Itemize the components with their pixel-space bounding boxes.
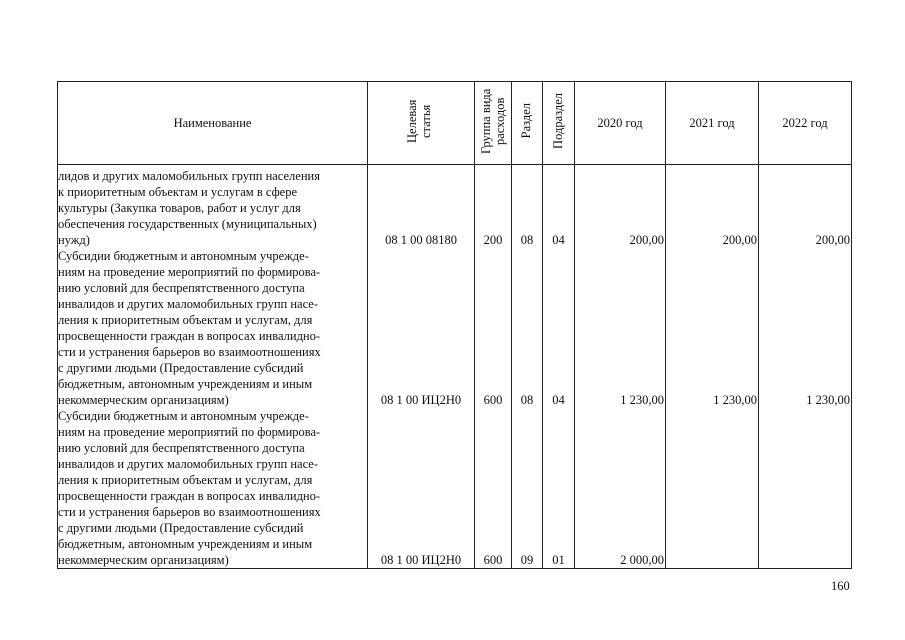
- group-value: 600: [483, 393, 503, 407]
- amount-2022-value: 200,00: [815, 233, 850, 247]
- header-name: Наименование: [58, 82, 368, 165]
- entry-0-line: к приоритетным объектам и услугам в сфере: [58, 185, 298, 199]
- group-value: 600: [483, 553, 503, 567]
- header-subsection: [543, 82, 575, 165]
- entry-2-line: ниям на проведение мероприятий по формирова-: [58, 425, 321, 439]
- section-value: 08: [520, 233, 534, 247]
- subsection-value: 01: [552, 553, 565, 567]
- entry-1-line: нию условий для беспрепятственного доступа: [58, 281, 305, 295]
- entry-1-line: инвалидов и других маломобильных групп насе-: [58, 297, 318, 311]
- amount-2020-value: 200,00: [629, 233, 664, 247]
- entry-0: [58, 168, 367, 248]
- entry-1-line: сти и устранения барьеров во взаимоотношениях: [58, 345, 321, 359]
- amount-2020-cell: [575, 165, 666, 569]
- amount-2020-value: 2 000,00: [620, 553, 664, 567]
- header-2020: 2020 год: [575, 82, 666, 165]
- entry-1-line: ниям на проведение мероприятий по формирова-: [58, 265, 321, 279]
- subsection-cell: [543, 165, 575, 569]
- amount-2021-value: 1 230,00: [713, 393, 757, 407]
- entry-2-line: бюджетным, автономным учреждениям и иным: [58, 537, 313, 551]
- section-cell: [512, 165, 543, 569]
- header-subsection-label: Подраздел: [550, 93, 565, 149]
- amount-2021-value: 200,00: [722, 233, 757, 247]
- entry-2-line: сти и устранения барьеров во взаимоотношениях: [58, 505, 321, 519]
- entry-2-line: нию условий для беспрепятственного доступа: [58, 441, 305, 455]
- header-2021: 2021 год: [666, 82, 759, 165]
- entry-2-line: инвалидов и других маломобильных групп насе-: [58, 457, 318, 471]
- entry-2-line: с другими людьми (Предоставление субсидий: [58, 521, 304, 535]
- entry-2-line: некоммерческим организациям): [58, 553, 229, 567]
- entry-1-line: ления к приоритетным объектам и услугам, для: [58, 313, 313, 327]
- entry-1-line: просвещенности граждан в вопросах инвалидно-: [58, 329, 321, 343]
- entry-2: [58, 408, 367, 568]
- header-section: [512, 82, 543, 165]
- amount-2022-cell: [759, 165, 852, 569]
- header-group: [475, 82, 512, 165]
- target-value: 08 1 00 08180: [385, 233, 457, 247]
- header-group-label: Группа вида расходов: [479, 88, 507, 154]
- section-value: 09: [520, 553, 534, 567]
- subsection-value: 04: [552, 393, 565, 407]
- section-value: 08: [520, 393, 534, 407]
- subsection-value: 04: [552, 233, 565, 247]
- entry-1-line: Субсидии бюджетным и автономным учрежде-: [58, 249, 309, 263]
- header-section-label: Раздел: [519, 103, 534, 139]
- header-target-label: Целевая статья: [405, 99, 433, 143]
- target-cell: [368, 165, 475, 569]
- group-cell: [475, 165, 512, 569]
- entry-2-line: просвещенности граждан в вопросах инвалидно-: [58, 489, 321, 503]
- target-value: 08 1 00 ИЦ2Н0: [380, 553, 462, 567]
- amount-2021-cell: [666, 165, 759, 569]
- header-row: [58, 82, 852, 165]
- target-value: 08 1 00 ИЦ2Н0: [380, 393, 462, 407]
- entry-2-line: Субсидии бюджетным и автономным учрежде-: [58, 409, 309, 423]
- entry-2-line: ления к приоритетным объектам и услугам, для: [58, 473, 313, 487]
- page-number: 160: [831, 579, 850, 593]
- entry-0-line: обеспечения государственных (муниципальных): [58, 217, 317, 231]
- amount-2022-value: 1 230,00: [806, 393, 850, 407]
- budget-table: [57, 81, 852, 569]
- entry-1-line: с другими людьми (Предоставление субсидий: [58, 361, 304, 375]
- header-target: [368, 82, 475, 165]
- header-2022: 2022 год: [759, 82, 852, 165]
- entry-1: [58, 248, 367, 408]
- amount-2020-value: 1 230,00: [620, 393, 664, 407]
- entry-0-line: лидов и других маломобильных групп населения: [58, 169, 320, 183]
- group-value: 200: [483, 233, 503, 247]
- entry-1-line: бюджетным, автономным учреждениям и иным: [58, 377, 313, 391]
- name-cell: [58, 165, 368, 569]
- entry-0-line: нужд): [58, 233, 90, 247]
- entry-1-line: некоммерческим организациям): [58, 393, 229, 407]
- entry-0-line: культуры (Закупка товаров, работ и услуг для: [58, 201, 301, 215]
- body-row: [58, 165, 852, 569]
